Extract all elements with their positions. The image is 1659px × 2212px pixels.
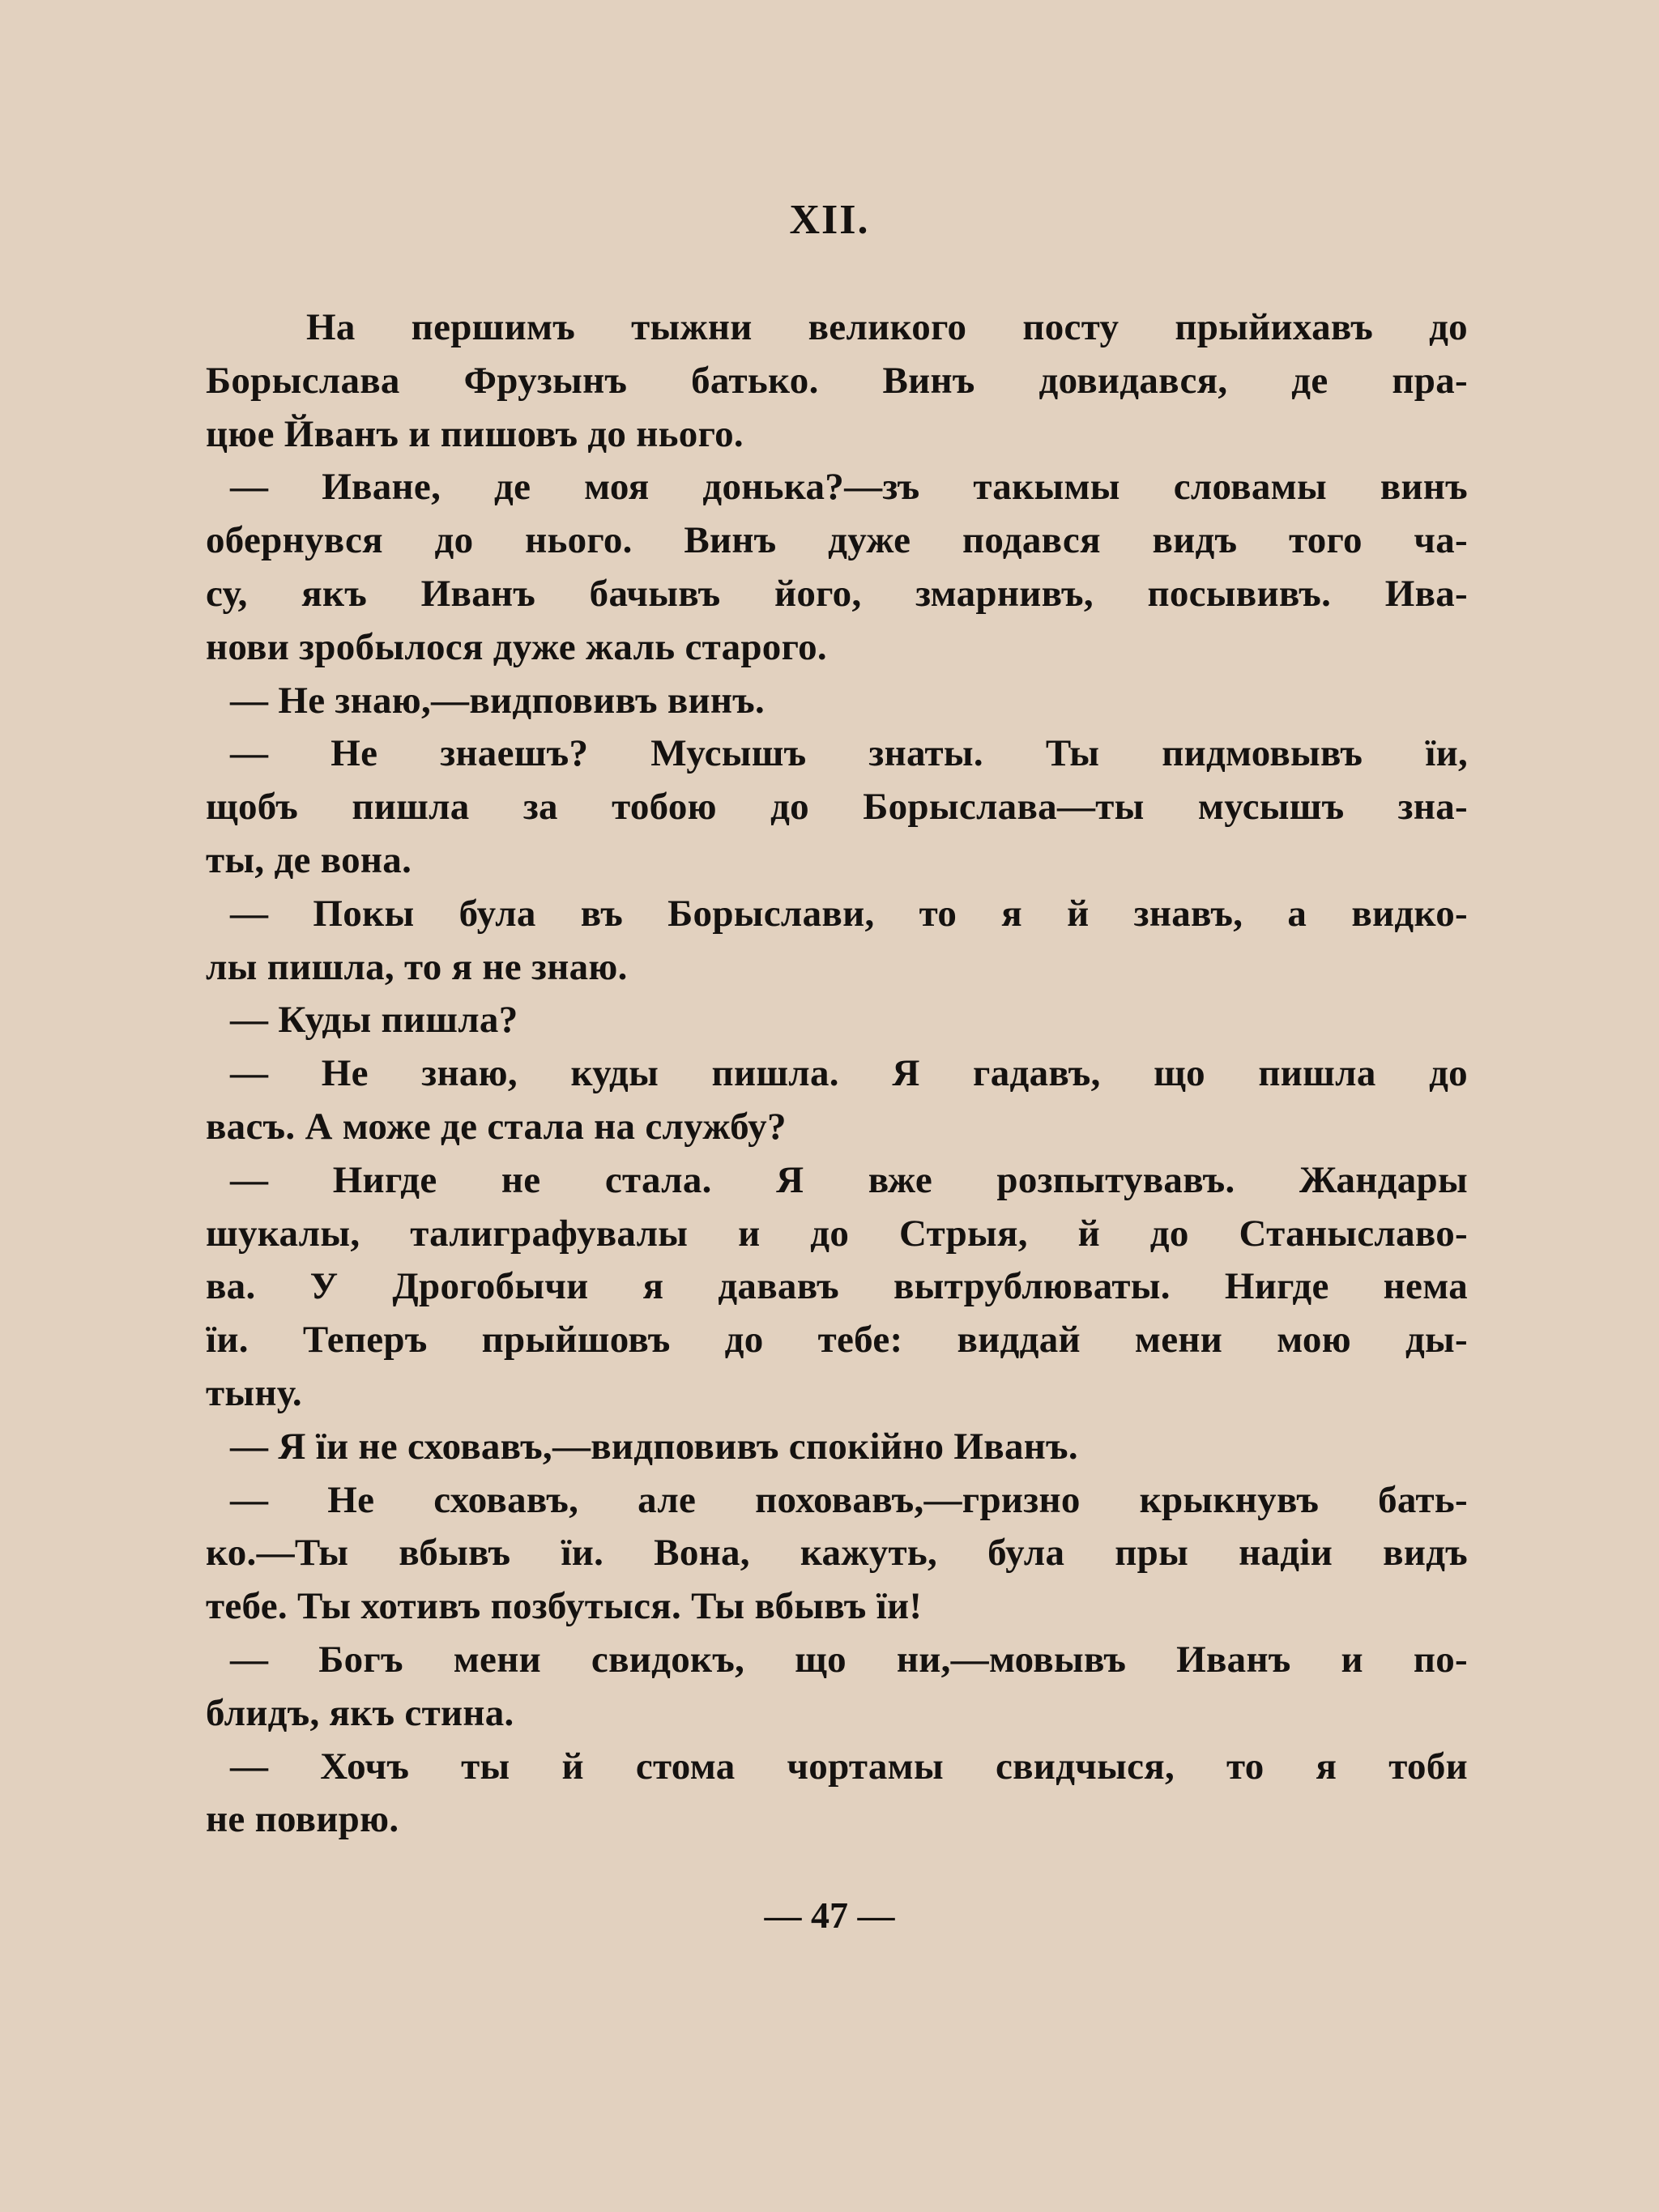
text-line: лы пишла, то я не знаю. [206,945,628,988]
text-line: ïи. Теперъ прыйшовъ до тебе: виддай мени мою ды- [206,1319,1468,1362]
text-line: — Покы була въ Борыслави, то я й знавъ, а видко- [230,892,1468,935]
text-line: — Нигде не стала. Я вже розпытувавъ. Жандары [230,1158,1468,1201]
text-line: — Иване, де моя донька?—зъ такымы словамы винъ [230,466,1468,509]
text-line: блидъ, якъ стина. [206,1691,514,1734]
text-line: — Не сховавъ, але поховавъ,—гризно крыкнувъ бать- [230,1478,1468,1521]
text-line: — Я ïи не сховавъ,—видповивъ спокiйно Иванъ. [230,1425,1078,1468]
chapter-heading: XII. [789,197,870,243]
text-line: тыну. [206,1371,302,1414]
text-line: ты, де вона. [206,838,412,881]
page-number: — 47 — [764,1894,895,1936]
text-line: — Не знаешъ? Мусышъ знаты. Ты пидмовывъ ïи, [230,732,1468,775]
text-line: шукалы, талиграфувалы и до Стрыя, й до Станыславо- [206,1212,1468,1255]
text-line: тебе. Ты хотивъ позбутыся. Ты вбывъ ïи! [206,1585,923,1628]
text-line: — Богъ мени свидокъ, що ни,—мовывъ Иванъ и по- [230,1638,1468,1681]
text-line: На першимъ тыжни великого посту прыйихавъ до [306,306,1468,348]
text-line: нови зробылося дуже жаль старого. [206,625,827,668]
text-line: — Не знаю, куды пишла. Я гадавъ, що пишла до [230,1052,1468,1095]
text-line: — Хочъ ты й стома чортамы свидчыся, то я тоби [230,1745,1468,1788]
text-line: ко.—Ты вбывъ ïи. Вона, кажуть, була пры надiи видъ [206,1532,1468,1575]
text-line: обернувся до нього. Винъ дуже подався видъ того ча- [206,519,1468,562]
text-line: щобъ пишла за тобою до Борыслава—ты мусышъ зна- [206,786,1468,829]
text-line: — Не знаю,—видповивъ винъ. [230,679,766,722]
text-line: васъ. А може де стала на службу? [206,1105,787,1148]
text-line: Борыслава Фрузынъ батько. Винъ довидався, де пра- [206,359,1468,402]
body-text [206,301,1468,1847]
text-line: — Куды пишла? [230,999,518,1042]
text-line: цюе Йванъ и пишовъ до нього. [206,412,744,455]
text-line: не повирю. [206,1798,399,1841]
text-line: су, якъ Иванъ бачывъ його, змарнивъ, посывивъ. Ива- [206,572,1468,615]
text-line: ва. У Дрогобычи я дававъ вытрублюваты. Нигде нема [206,1265,1468,1308]
